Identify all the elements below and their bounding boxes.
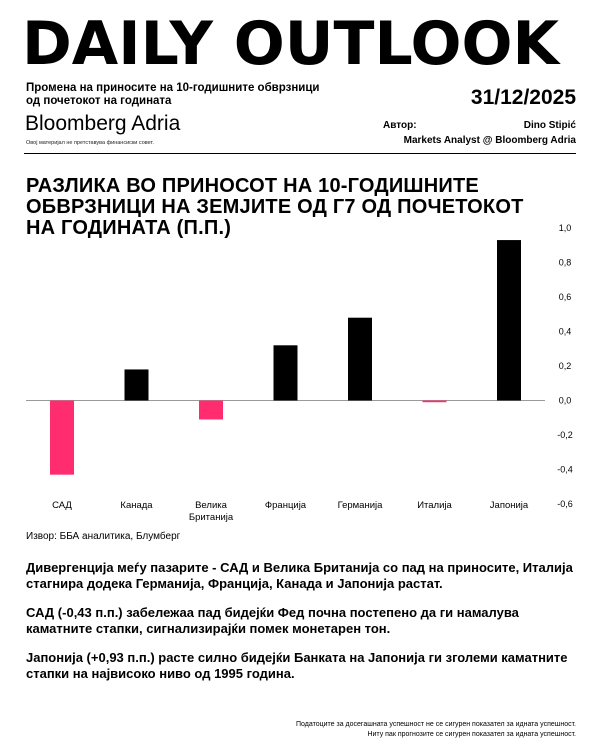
bar <box>274 345 298 400</box>
report-date: 31/12/2025 <box>470 86 576 109</box>
y-tick-label: 0,4 <box>558 326 572 337</box>
author-name: Dino Stipić <box>523 120 576 131</box>
disclaimer-text: Овој материјал не претставува финансиски совет. <box>26 140 154 146</box>
paragraph-3: Јапонија (+0,93 п.п.) расте силно бидејќи Банката на Јапонија ги зголеми каматните стапки на највисоко ниво од 1995 година. <box>26 650 568 681</box>
author-label: Автор: <box>383 120 417 131</box>
y-tick-label: -0,4 <box>557 464 573 475</box>
bar <box>497 240 521 400</box>
page-subtitle: Промена на приносите на 10-годишните обврзници од почетокот на годината <box>26 82 320 107</box>
category-label: Италија <box>417 500 452 511</box>
chart-source: Извор: ББА аналитика, Блумберг <box>26 531 181 542</box>
category-label: Германија <box>337 500 383 511</box>
category-label: Канада <box>120 500 153 511</box>
y-tick-label: 0,8 <box>558 257 572 268</box>
y-tick-label: -0,6 <box>557 499 573 509</box>
category-label: САД <box>52 500 72 511</box>
footer-line-1: Податоците за досегашната успешност не се сигурен показател за идната успешност. <box>296 721 576 728</box>
bar <box>423 401 447 403</box>
y-tick-label: 0,2 <box>558 361 572 371</box>
category-label: Велика Британија <box>188 500 234 523</box>
paragraph-2: САД (-0,43 п.п.) забележаа пад бидејќи Фед почна постепено да ги намалува каматните стапки, сигнализирајќи помек монетарен тон. <box>26 605 519 636</box>
brand-logo: Bloomberg Adria <box>25 112 181 135</box>
bar <box>125 369 149 400</box>
y-tick-label: 1,0 <box>558 223 572 233</box>
chart-title: РАЗЛИКА ВО ПРИНОСОТ НА 10-ГОДИШНИТЕ ОБВРЗНИЦИ НА ЗЕМЈИТЕ ОД Г7 ОД ПОЧЕТОКОТ НА ГОДИНАТА (П.П.) <box>26 175 524 239</box>
page-title: DAILY OUTLOOK <box>22 9 560 79</box>
author-role: Markets Analyst @ Bloomberg Adria <box>403 135 576 146</box>
bar <box>50 401 74 475</box>
paragraph-1: Дивергенција меѓу пазарите - САД и Велика Британија со пад на приносите, Италија стагнира додека Германија, Франција, Канада и Јапонија растат. <box>26 560 573 591</box>
footer-line-2: Ниту пак прогнозите се сигурен показател за идната успешност. <box>367 731 576 738</box>
y-tick-label: 0,6 <box>558 292 572 302</box>
y-tick-label: 0,0 <box>558 395 572 406</box>
category-label: Франција <box>264 500 307 511</box>
y-tick-label: -0,2 <box>557 430 573 440</box>
category-label: Јапонија <box>489 500 529 511</box>
bar <box>199 401 223 420</box>
bar <box>348 318 372 401</box>
